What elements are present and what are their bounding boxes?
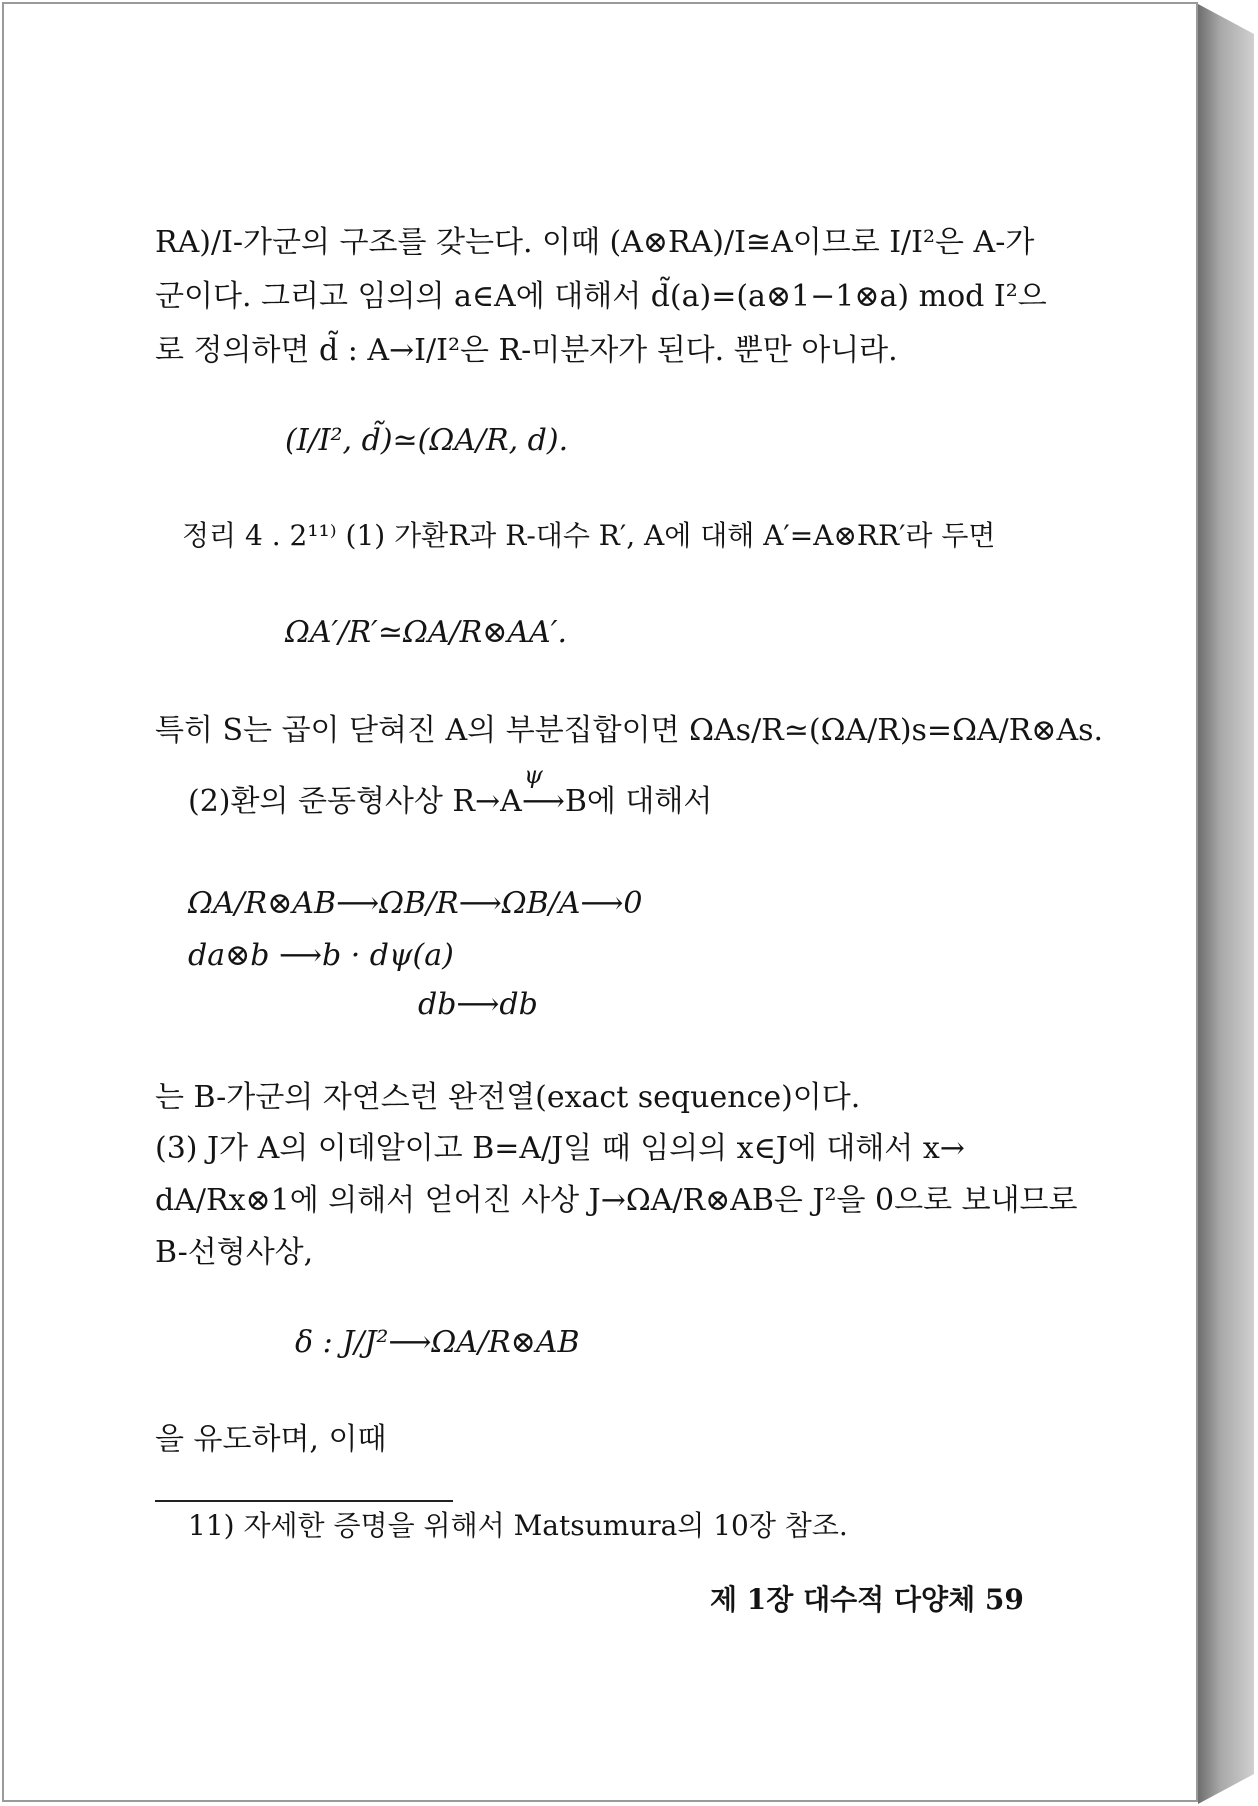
sequence-row-3: db⟶db <box>418 987 538 1022</box>
sequence-row-2: da⊗b ⟶b · dψ(a) <box>188 938 454 973</box>
equation-1: (I/I², d̃)≃(ΩA/R, d). <box>285 423 569 458</box>
paragraph1-line2: 군이다. 그리고 임의의 a∈A에 대해서 d̃(a)=(a⊗1−1⊗a) mod I²으 <box>155 279 1047 314</box>
equation-3: δ : J/J²⟶ΩA/R⊗AB <box>295 1325 580 1360</box>
page-footer: 제 1장 대수적 다양체 59 <box>710 1583 1024 1616</box>
paragraph1-line1: RA)/I-가군의 구조를 갖는다. 이때 (A⊗RA)/I≅A이므로 I/I²은 A-가 <box>155 225 1035 260</box>
sequence-row-1: ΩA/R⊗AB⟶ΩB/R⟶ΩB/A⟶0 <box>188 886 643 921</box>
paragraph4-line2: (3) J가 A의 이데알이고 B=A/J일 때 임의의 x∈J에 대해서 x→ <box>155 1131 965 1166</box>
paragraph5: 을 유도하며, 이때 <box>155 1422 387 1457</box>
paragraph3: (2)환의 준동형사상 R→A⟶B에 대해서 <box>188 784 713 819</box>
page-edge-shadow <box>1198 4 1254 1804</box>
equation-2: ΩA′/R′≃ΩA/R⊗AA′. <box>285 615 568 650</box>
footnote-rule <box>155 1500 453 1502</box>
paragraph1-line3: 로 정의하면 d̃ : A→I/I²은 R-미분자가 된다. 뿐만 아니라. <box>155 333 898 368</box>
paragraph2: 특히 S는 곱이 닫혀진 A의 부분집합이면 ΩAs/R≃(ΩA/R)s=ΩA/R⊗As. <box>155 713 1104 748</box>
paragraph4-line1: 는 B-가군의 자연스런 완전열(exact sequence)이다. <box>155 1080 861 1115</box>
paragraph4-line3: dA/Rx⊗1에 의해서 얻어진 사상 J→ΩA/R⊗AB은 J²을 0으로 보내므로 <box>155 1183 1078 1218</box>
theorem-4-2-line: 정리 4 . 2¹¹⁾ (1) 가환R과 R-대수 R′, A에 대해 A′=A⊗RR′라 두면 <box>182 519 996 552</box>
paragraph4-line4: B-선형사상, <box>155 1235 314 1270</box>
psi-label: ψ <box>524 761 543 789</box>
footnote-11: 11) 자세한 증명을 위해서 Matsumura의 10장 참조. <box>188 1509 848 1542</box>
